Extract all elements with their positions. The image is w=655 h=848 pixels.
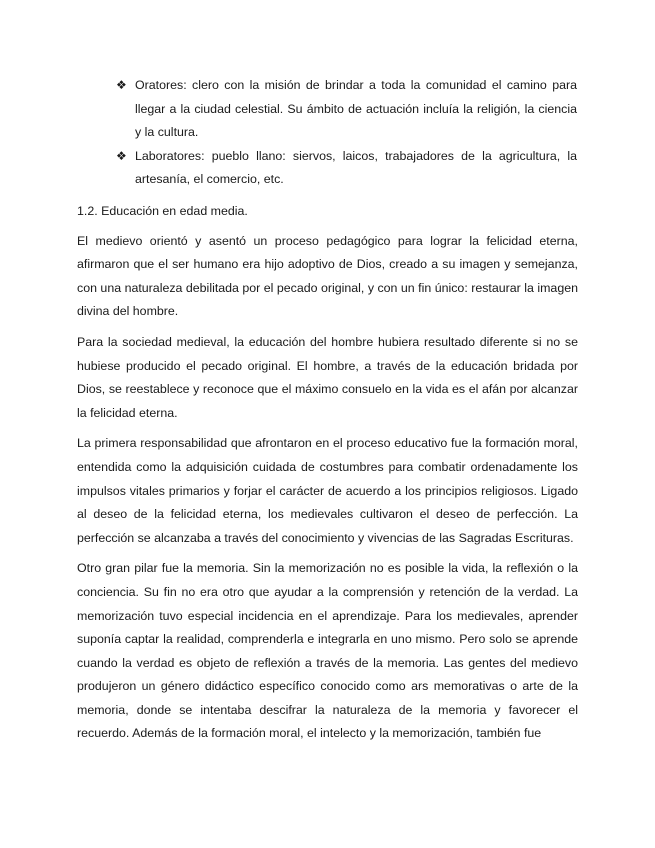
paragraph: El medievo orientó y asentó un proceso pedagógico para lograr la felicidad eterna, afirmaron que el ser humano era hijo adoptivo de Dios, creado a su imagen y semejanza, con una naturaleza debilitada por el pecado original, y con un fin único: restaurar la imagen divina del hombre. xyxy=(77,233,578,319)
list-item-text: Laboratores: pueblo llano: siervos, laicos, trabajadores de la agricultura, la artesanía, el comercio, etc. xyxy=(135,148,577,187)
section-heading: 1.2. Educación en edad media. xyxy=(77,204,248,218)
list-item xyxy=(0,74,655,145)
body-text xyxy=(77,200,578,753)
paragraph: Para la sociedad medieval, la educación del hombre hubiera resultado diferente si no se hubiese producido el pecado original. El hombre, a través de la educación bridada por Dios, se reestablece y reconoce que el máximo consuelo en la vida es el afán por alcanzar la felicidad eterna. xyxy=(77,334,578,420)
paragraph: La primera responsabilidad que afrontaron en el proceso educativo fue la formación moral, entendida como la adquisición cuidada de costumbres para combatir ordenadamente los impulsos vitales primarios y forjar el carácter de acuerdo a los principios religiosos. Ligado al deseo de la felicidad eterna, los medievales cultivaron el deseo de perfección. La perfección se alcanzaba a través del conocimiento y vivencias de las Sagradas Escrituras. xyxy=(77,436,578,545)
list-item-text: Oratores: clero con la misión de brindar a toda la comunidad el camino para llegar a la ciudad celestial. Su ámbito de actuación incluía la religión, la ciencia y la cultura. xyxy=(135,78,577,140)
bullet-list xyxy=(0,74,655,192)
paragraph: Otro gran pilar fue la memoria. Sin la memorización no es posible la vida, la reflexión o la conciencia. Su fin no era otro que ayudar a la comprensión y retención de la verdad. La memorización tuvo especial incidencia en el aprendizaje. Para los medievales, aprender suponía captar la realidad, comprenderla e integrarla en uno mismo. Pero solo se aprende cuando la verdad es objeto de reflexión a través de la memoria. Las gentes del medievo produjeron un género didáctico específico conocido como ars memorativas o arte de la memoria, donde se intentaba descifrar la naturaleza de la memoria y favorecer el recuerdo. Además de la formación moral, el intelecto y la memorización, también fue xyxy=(77,561,578,741)
diamond-bullet-icon: ❖ xyxy=(116,78,127,92)
diamond-bullet-icon: ❖ xyxy=(116,148,127,163)
list-item xyxy=(0,145,655,192)
